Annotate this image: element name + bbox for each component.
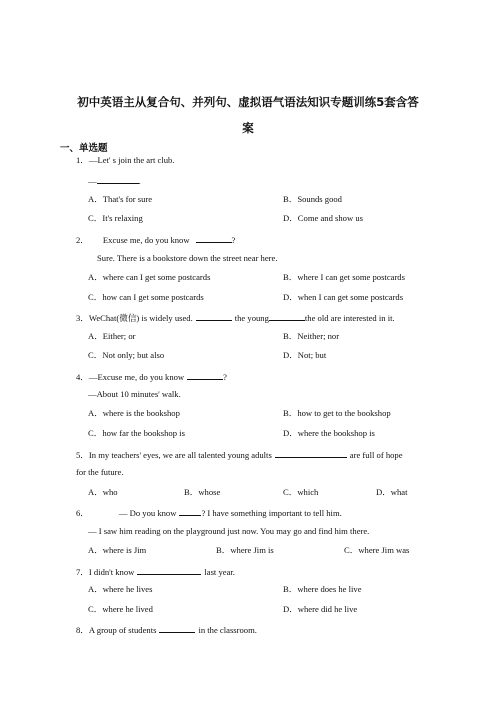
answer-blank bbox=[269, 311, 305, 321]
question-7-option-d: D．where did he live bbox=[283, 604, 358, 614]
stem-text: Excuse me, do you know bbox=[102, 235, 190, 245]
stem-part-2: in the classroom. bbox=[198, 625, 257, 635]
answer-blank bbox=[196, 233, 232, 243]
question-2-reply: Sure. There is a bookstore down the street near here. bbox=[97, 253, 278, 263]
question-4-stem bbox=[76, 370, 227, 383]
question-6-option-a: A．where is Jim bbox=[88, 545, 147, 555]
question-5-option-c: C．which bbox=[283, 487, 319, 497]
question-1-option-d: D．Come and show us bbox=[283, 213, 363, 223]
question-2-option-b: B．where I can get some postcards bbox=[283, 272, 405, 282]
stem-part-1: — Do you know bbox=[118, 508, 177, 518]
question-8-stem bbox=[76, 623, 257, 636]
question-2-option-a: A．where can I get some postcards bbox=[88, 272, 211, 282]
question-4-option-d: D．where the bookshop is bbox=[283, 428, 375, 438]
title-line-1: 初中英语主从复合句、并列句、虚拟语气语法知识专题训练5套含答 bbox=[77, 95, 419, 109]
stem-part-1: 7．I didn't know bbox=[76, 567, 135, 577]
reply-dash: — bbox=[88, 176, 97, 186]
question-5-stem bbox=[76, 448, 403, 461]
stem-part-1: 3．WeChat(微信) is widely used. bbox=[76, 313, 193, 323]
question-6-stem bbox=[76, 506, 342, 519]
question-6-option-c: C．where Jim was bbox=[344, 545, 410, 555]
answer-blank bbox=[196, 311, 232, 321]
question-3-stem bbox=[76, 311, 395, 324]
question-4-option-a: A．where is the bookshop bbox=[88, 408, 180, 418]
question-1-option-a: A．That's for sure bbox=[88, 194, 153, 204]
question-6-option-b: B．where Jim is bbox=[216, 545, 274, 555]
question-3-option-c: C．Not only; but also bbox=[88, 350, 165, 360]
question-5-option-a: A．who bbox=[88, 487, 118, 497]
question-1-option-c: C．It's relaxing bbox=[88, 213, 143, 223]
question-4-reply: —About 10 minutes' walk. bbox=[88, 389, 181, 399]
stem-end: ? bbox=[223, 372, 227, 382]
question-7-option-c: C．where he lived bbox=[88, 604, 153, 614]
question-5-stem-line-2: for the future. bbox=[76, 467, 124, 477]
question-3-option-d: D．Not; but bbox=[283, 350, 327, 360]
title-line-2: 案 bbox=[242, 121, 254, 135]
question-6-reply: — I saw him reading on the playground just now. You may go and find him there. bbox=[88, 526, 370, 536]
reply-end: . bbox=[138, 176, 141, 186]
stem-end: ? bbox=[231, 235, 236, 245]
question-2-option-c: C．how can I get some postcards bbox=[88, 292, 204, 302]
answer-blank bbox=[179, 506, 201, 516]
section-heading: 一、单选题 bbox=[60, 143, 108, 154]
stem-part-2: ? I have something important to tell him. bbox=[201, 508, 342, 518]
question-2-option-d: D．when I can get some postcards bbox=[283, 292, 404, 302]
stem-part-3: the old are interested in it. bbox=[304, 313, 395, 323]
question-5-option-b: B．whose bbox=[184, 487, 221, 497]
answer-blank bbox=[97, 174, 139, 184]
question-2-stem bbox=[76, 233, 235, 246]
question-3-option-a: A．Either; or bbox=[88, 331, 136, 341]
stem-part-1: 5．In my teachers' eyes, we are all talented young adults bbox=[76, 450, 272, 460]
stem-text: 4．—Excuse me, do you know bbox=[76, 372, 185, 382]
question-4-option-b: B．how to get to the bookshop bbox=[283, 408, 391, 418]
question-number: 2． bbox=[76, 235, 89, 245]
answer-blank bbox=[275, 448, 347, 458]
stem-part-1: 8．A group of students bbox=[76, 625, 157, 635]
question-1-option-b: B．Sounds good bbox=[283, 194, 342, 204]
question-4-option-c: C．how far the bookshop is bbox=[88, 428, 185, 438]
stem-part-2: are full of hope bbox=[349, 450, 403, 460]
question-7-stem bbox=[76, 565, 235, 578]
question-7-option-b: B．where does he live bbox=[283, 584, 362, 594]
question-1-reply bbox=[88, 174, 141, 187]
stem-part-2: last year. bbox=[204, 567, 235, 577]
question-5-option-d: D．what bbox=[376, 487, 408, 497]
question-7-option-a: A．where he lives bbox=[88, 584, 153, 594]
question-number: 6． bbox=[76, 508, 89, 518]
question-3-option-b: B．Neither; nor bbox=[283, 331, 340, 341]
answer-blank bbox=[159, 623, 195, 633]
question-1-stem: 1．—Let' s join the art club. bbox=[76, 155, 175, 165]
answer-blank bbox=[187, 370, 223, 380]
answer-blank bbox=[137, 565, 201, 575]
stem-part-2: the young bbox=[234, 313, 269, 323]
